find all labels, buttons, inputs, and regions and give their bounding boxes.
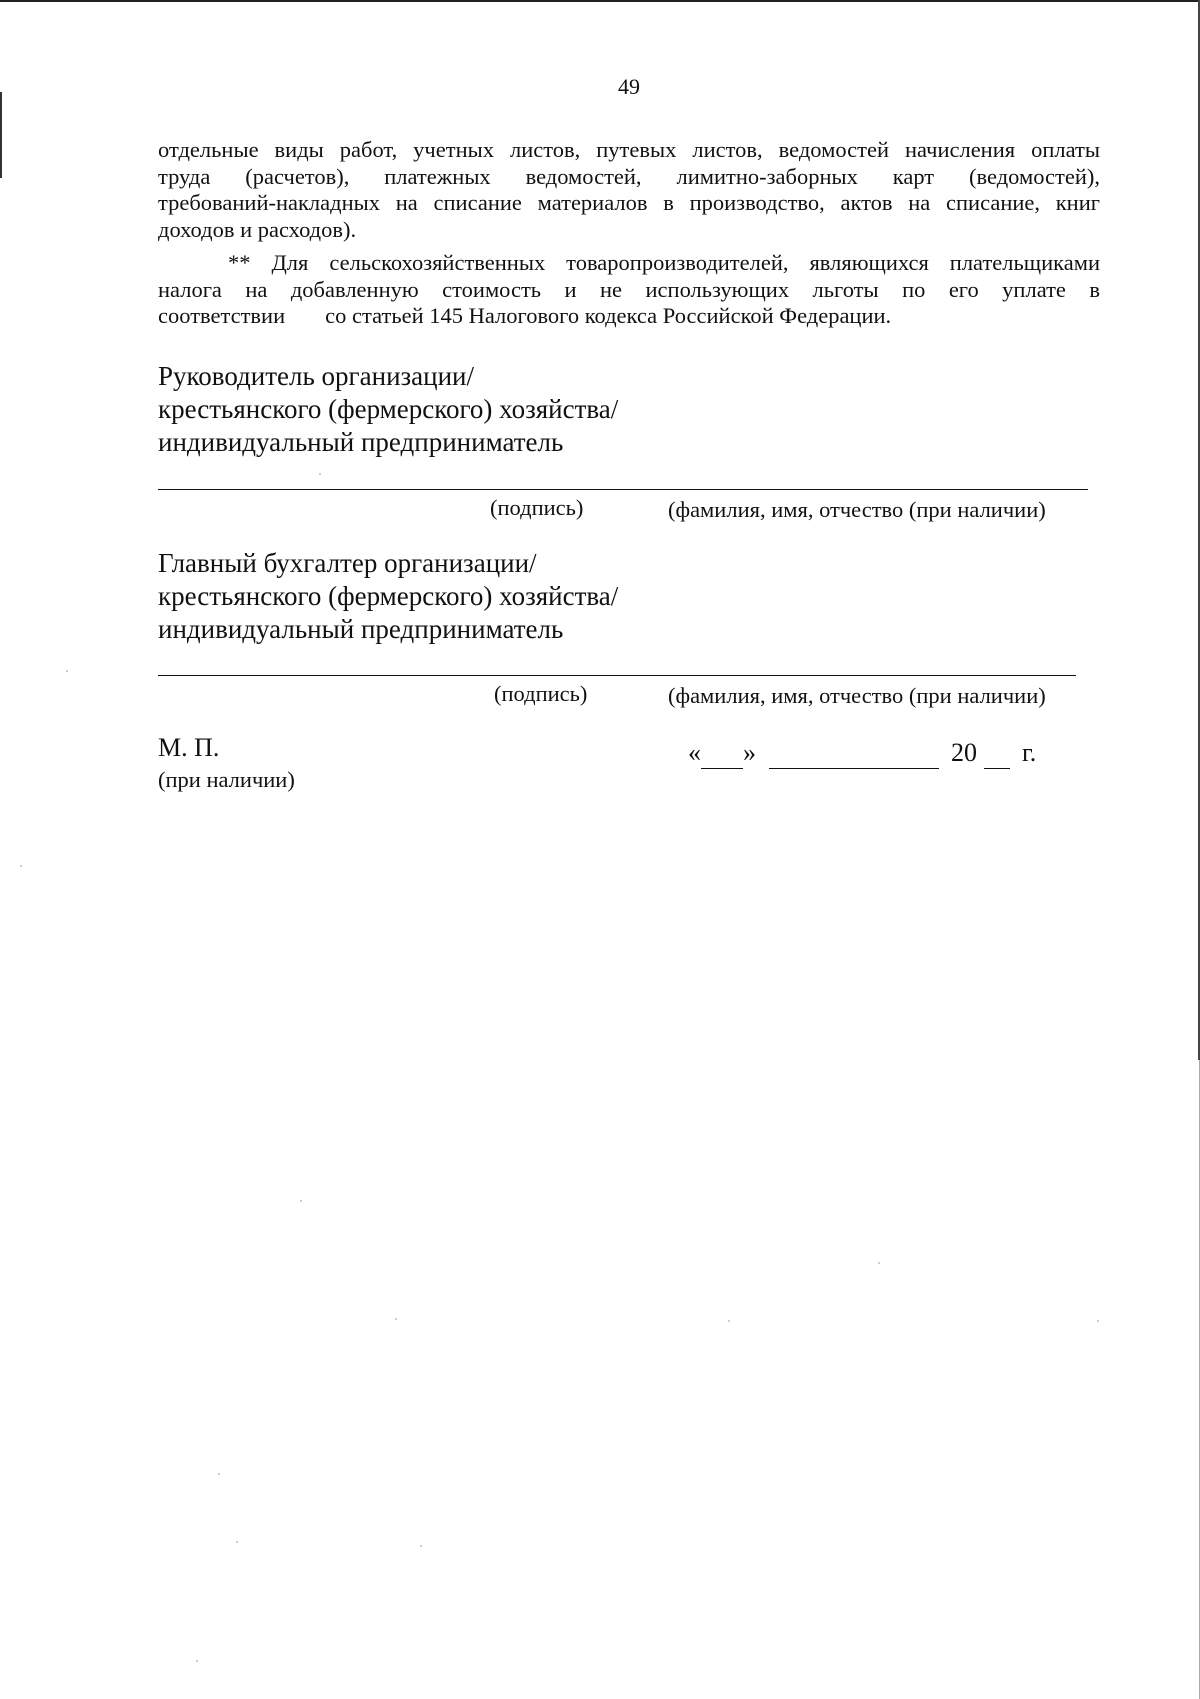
year-suffix: г. — [1022, 738, 1037, 767]
text-line: труда (расчетов), платежных ведомостей, лимитно-заборных карт (ведомостей), — [158, 163, 1100, 189]
accountant-signature-caption: (подпись) — [494, 681, 588, 706]
scan-speck — [196, 1660, 198, 1662]
text-line — [158, 303, 1100, 330]
text-fragment: со статьей 145 Налогового кодекса Российской Федерации. — [325, 303, 892, 328]
stamp-label: М. П. — [158, 733, 220, 762]
footnote-paragraph-vat — [158, 250, 1100, 330]
text-line: доходов и расходов). — [158, 216, 357, 242]
text-line: требований-накладных на списание материалов в производство, актов на списание, книг — [158, 190, 1100, 215]
head-signature-caption: (подпись) — [490, 495, 584, 520]
accountant-title-line: Главный бухгалтер организации/ — [158, 548, 537, 578]
accountant-name-caption: (фамилия, имя, отчество (при наличии) — [668, 683, 1046, 708]
head-title-line: Руководитель организации/ — [158, 361, 475, 391]
accountant-title-line: крестьянского (фермерского) хозяйства/ — [158, 581, 619, 611]
scan-speck — [236, 1541, 238, 1543]
scan-speck — [300, 1200, 302, 1202]
date-field — [688, 738, 1036, 769]
footnote-paragraph-continuation — [158, 137, 1100, 243]
text-line: отдельные виды работ, учетных листов, путевых листов, ведомостей начисления оплаты — [158, 137, 1100, 162]
text-line: ** Для сельскохозяйственных товаропроизводителей, являющихся плательщиками — [228, 250, 1100, 275]
day-blank[interactable] — [701, 738, 743, 769]
scan-speck — [420, 1545, 422, 1547]
head-title-line: крестьянского (фермерского) хозяйства/ — [158, 394, 619, 424]
year-blank[interactable] — [984, 738, 1010, 769]
head-title-block — [158, 360, 618, 459]
date-close-quote: » — [743, 738, 756, 767]
scan-speck — [20, 865, 22, 867]
text-line: налога на добавленную стоимость и не использующих льготы по его уплате в — [158, 276, 1100, 302]
scan-speck — [395, 1318, 397, 1320]
text-fragment: соответствии — [158, 303, 286, 328]
head-title-line: индивидуальный предприниматель — [158, 427, 564, 457]
scan-speck — [319, 473, 321, 475]
scan-speck — [218, 1473, 220, 1475]
scan-speck — [878, 1262, 880, 1264]
scan-speck — [728, 1320, 730, 1322]
scan-edge-left — [0, 92, 2, 178]
date-open-quote: « — [688, 738, 701, 767]
accountant-title-block — [158, 547, 618, 646]
year-prefix: 20 — [951, 738, 977, 767]
scan-speck — [66, 670, 68, 672]
scan-speck — [1097, 1320, 1099, 1322]
head-signature-line[interactable] — [158, 489, 1088, 490]
page-number: 49 — [618, 74, 640, 99]
scan-edge-top — [0, 0, 1200, 2]
accountant-signature-line[interactable] — [158, 675, 1076, 676]
month-blank[interactable] — [769, 738, 939, 769]
head-name-caption: (фамилия, имя, отчество (при наличии) — [668, 497, 1046, 522]
accountant-title-line: индивидуальный предприниматель — [158, 614, 564, 644]
stamp-note: (при наличии) — [158, 767, 295, 792]
